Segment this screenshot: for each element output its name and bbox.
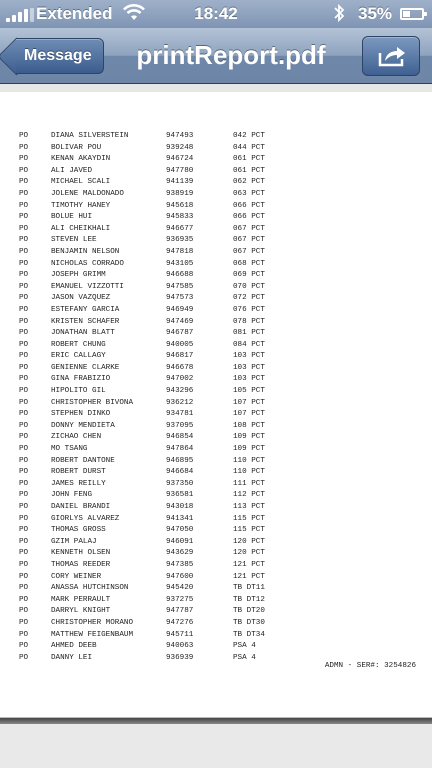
- status-bar: [0, 0, 432, 28]
- page-title: printReport.pdf: [136, 40, 326, 70]
- command-cell: 110 PCT: [233, 456, 265, 465]
- name-cell: NICHOLAS CORRADO: [51, 259, 124, 268]
- report-row: [0, 306, 432, 318]
- tax-number-cell: 937275: [166, 595, 194, 604]
- report-row: [0, 561, 432, 573]
- rank-cell: PO: [19, 433, 29, 442]
- rank-cell: PO: [19, 479, 29, 488]
- report-row: [0, 236, 432, 248]
- name-cell: CORY WEINER: [51, 572, 102, 581]
- name-cell: DARRYL KNIGHT: [51, 607, 111, 616]
- name-cell: ZICHAO CHEN: [51, 433, 102, 442]
- tax-number-cell: 938919: [166, 189, 194, 198]
- name-cell: ANASSA HUTCHINSON: [51, 584, 129, 593]
- rank-cell: PO: [19, 259, 29, 268]
- command-cell: 069 PCT: [233, 271, 265, 280]
- report-row: [0, 410, 432, 422]
- report-row: [0, 294, 432, 306]
- name-cell: KRISTEN SCHAFER: [51, 317, 120, 326]
- command-cell: 121 PCT: [233, 572, 265, 581]
- report-row: [0, 549, 432, 561]
- rank-cell: PO: [19, 410, 29, 419]
- name-cell: ALI JAVED: [51, 166, 93, 175]
- command-cell: 120 PCT: [233, 549, 265, 558]
- command-cell: 067 PCT: [233, 247, 265, 256]
- tax-number-cell: 936935: [166, 236, 194, 245]
- rank-cell: PO: [19, 398, 29, 407]
- command-cell: 067 PCT: [233, 224, 265, 233]
- name-cell: DANNY LEI: [51, 653, 93, 662]
- command-cell: 103 PCT: [233, 352, 265, 361]
- rank-cell: PO: [19, 537, 29, 546]
- rank-cell: PO: [19, 445, 29, 454]
- tax-number-cell: 946817: [166, 352, 194, 361]
- battery-icon: [400, 8, 424, 20]
- report-row: [0, 271, 432, 283]
- report-row: [0, 445, 432, 457]
- tax-number-cell: 947780: [166, 166, 194, 175]
- report-row: [0, 526, 432, 538]
- command-cell: 110 PCT: [233, 468, 265, 477]
- command-cell: TB DT34: [233, 630, 265, 639]
- name-cell: ROBERT DURST: [51, 468, 106, 477]
- name-cell: ROBERT DANTONE: [51, 456, 115, 465]
- tax-number-cell: 946949: [166, 305, 194, 314]
- name-cell: EMANUEL VIZZOTTI: [51, 282, 124, 291]
- navigation-bar: [0, 28, 432, 84]
- command-cell: 078 PCT: [233, 317, 265, 326]
- rank-cell: PO: [19, 143, 29, 152]
- command-cell: 103 PCT: [233, 375, 265, 384]
- tax-number-cell: 947276: [166, 618, 194, 627]
- report-row: [0, 515, 432, 527]
- rank-cell: PO: [19, 421, 29, 430]
- tax-number-cell: 946787: [166, 329, 194, 338]
- tax-number-cell: 940063: [166, 642, 194, 651]
- tax-number-cell: 947818: [166, 247, 194, 256]
- tax-number-cell: 934781: [166, 410, 194, 419]
- name-cell: ROBERT CHUNG: [51, 340, 106, 349]
- tax-number-cell: 945420: [166, 584, 194, 593]
- tax-number-cell: 945833: [166, 213, 194, 222]
- name-cell: GZIM PALAJ: [51, 537, 97, 546]
- command-cell: 111 PCT: [233, 479, 265, 488]
- rank-cell: PO: [19, 584, 29, 593]
- report-row: [0, 225, 432, 237]
- tax-number-cell: 946677: [166, 224, 194, 233]
- command-cell: 113 PCT: [233, 503, 265, 511]
- report-row: [0, 260, 432, 272]
- report-row: [0, 457, 432, 469]
- command-cell: 068 PCT: [233, 259, 265, 268]
- command-cell: TB DT11: [233, 584, 265, 593]
- command-cell: PSA 4: [233, 642, 256, 651]
- tax-number-cell: 937350: [166, 479, 194, 488]
- rank-cell: PO: [19, 282, 29, 291]
- report-row: [0, 422, 432, 434]
- command-cell: TB DT20: [233, 607, 265, 616]
- report-row: [0, 248, 432, 260]
- report-row: [0, 538, 432, 550]
- rank-cell: PO: [19, 213, 29, 222]
- command-cell: 121 PCT: [233, 560, 265, 569]
- report-row: [0, 375, 432, 387]
- rank-cell: PO: [19, 132, 29, 140]
- command-cell: 072 PCT: [233, 294, 265, 303]
- command-cell: 063 PCT: [233, 189, 265, 198]
- name-cell: THOMAS REEDER: [51, 560, 111, 569]
- battery-percent: 35%: [358, 4, 393, 23]
- report-row: [0, 619, 432, 631]
- clock: 18:42: [194, 4, 238, 23]
- command-cell: 061 PCT: [233, 155, 265, 164]
- tax-number-cell: 946854: [166, 433, 194, 442]
- back-button[interactable]: [16, 38, 104, 74]
- tax-number-cell: 936581: [166, 491, 194, 500]
- share-button[interactable]: [362, 36, 420, 76]
- command-cell: 084 PCT: [233, 340, 265, 349]
- tax-number-cell: 936939: [166, 653, 194, 662]
- report-row: [0, 341, 432, 353]
- tax-number-cell: 946678: [166, 363, 194, 372]
- report-row: [0, 503, 432, 515]
- name-cell: THOMAS GROSS: [51, 526, 106, 535]
- command-cell: 115 PCT: [233, 526, 265, 535]
- name-cell: ESTEFANY GARCIA: [51, 305, 120, 314]
- command-cell: 112 PCT: [233, 491, 265, 500]
- rank-cell: PO: [19, 166, 29, 175]
- rank-cell: PO: [19, 468, 29, 477]
- command-cell: 103 PCT: [233, 363, 265, 372]
- report-row: [0, 468, 432, 480]
- report-row: [0, 433, 432, 445]
- command-cell: 061 PCT: [233, 166, 265, 175]
- battery-level-fill: [403, 11, 410, 17]
- report-row: [0, 144, 432, 156]
- tax-number-cell: 943018: [166, 503, 194, 511]
- report-row: [0, 178, 432, 190]
- tax-number-cell: 937095: [166, 421, 194, 430]
- report-row: [0, 155, 432, 167]
- tax-number-cell: 939248: [166, 143, 194, 152]
- rank-cell: PO: [19, 271, 29, 280]
- rank-cell: PO: [19, 572, 29, 581]
- share-icon: [377, 44, 407, 68]
- rank-cell: PO: [19, 178, 29, 187]
- name-cell: MATTHEW FEIGENBAUM: [51, 630, 134, 639]
- rank-cell: PO: [19, 224, 29, 233]
- rank-cell: PO: [19, 456, 29, 465]
- name-cell: KENNETH OLSEN: [51, 549, 111, 558]
- name-cell: DANIEL BRANDI: [51, 503, 111, 511]
- report-row: [0, 190, 432, 202]
- pdf-page[interactable]: [0, 92, 432, 718]
- command-cell: 066 PCT: [233, 201, 265, 210]
- command-cell: 076 PCT: [233, 305, 265, 314]
- report-row: [0, 132, 432, 144]
- name-cell: MARK PERRAULT: [51, 595, 111, 604]
- name-cell: TIMOTHY HANEY: [51, 201, 111, 210]
- rank-cell: PO: [19, 618, 29, 627]
- command-cell: 067 PCT: [233, 236, 265, 245]
- tax-number-cell: 947585: [166, 282, 194, 291]
- command-cell: 120 PCT: [233, 537, 265, 546]
- name-cell: JASON VAZQUEZ: [51, 294, 111, 303]
- rank-cell: PO: [19, 201, 29, 210]
- command-cell: 070 PCT: [233, 282, 265, 291]
- command-cell: 044 PCT: [233, 143, 265, 152]
- name-cell: JOLENE MALDONADO: [51, 189, 124, 198]
- name-cell: MO TSANG: [51, 445, 88, 454]
- tax-number-cell: 945618: [166, 201, 194, 210]
- name-cell: GINA FRABIZIO: [51, 375, 111, 384]
- tax-number-cell: 947002: [166, 375, 194, 384]
- name-cell: GIORLYS ALVAREZ: [51, 514, 120, 523]
- name-cell: AHMED DEEB: [51, 642, 97, 651]
- name-cell: HIPOLITO GIL: [51, 387, 106, 396]
- report-row: [0, 167, 432, 179]
- name-cell: JONATHAN BLATT: [51, 329, 115, 338]
- rank-cell: PO: [19, 607, 29, 616]
- tax-number-cell: 947493: [166, 132, 194, 140]
- name-cell: ERIC CALLAGY: [51, 352, 106, 361]
- rank-cell: PO: [19, 503, 29, 511]
- tax-number-cell: 943105: [166, 259, 194, 268]
- report-row: [0, 387, 432, 399]
- tax-number-cell: 943296: [166, 387, 194, 396]
- name-cell: KENAN AKAYDIN: [51, 155, 111, 164]
- name-cell: GENIENNE CLARKE: [51, 363, 120, 372]
- report-row: [0, 584, 432, 596]
- command-cell: 109 PCT: [233, 445, 265, 454]
- rank-cell: PO: [19, 491, 29, 500]
- viewer-background: [0, 724, 432, 768]
- rank-cell: PO: [19, 375, 29, 384]
- report-row: [0, 631, 432, 643]
- tax-number-cell: 947600: [166, 572, 194, 581]
- report-row: [0, 399, 432, 411]
- command-cell: 108 PCT: [233, 421, 265, 430]
- rank-cell: PO: [19, 595, 29, 604]
- name-cell: CHRISTOPHER BIVONA: [51, 398, 134, 407]
- rank-cell: PO: [19, 363, 29, 372]
- tax-number-cell: 947469: [166, 317, 194, 326]
- tax-number-cell: 947385: [166, 560, 194, 569]
- tax-number-cell: 941341: [166, 514, 194, 523]
- command-cell: 042 PCT: [233, 132, 265, 140]
- rank-cell: PO: [19, 294, 29, 303]
- command-cell: 109 PCT: [233, 433, 265, 442]
- tax-number-cell: 947787: [166, 607, 194, 616]
- report-row: [0, 642, 432, 654]
- command-cell: TB DT12: [233, 595, 265, 604]
- command-cell: 107 PCT: [233, 398, 265, 407]
- report-row: [0, 607, 432, 619]
- rank-cell: PO: [19, 236, 29, 245]
- rank-cell: PO: [19, 155, 29, 164]
- rank-cell: PO: [19, 560, 29, 569]
- rank-cell: PO: [19, 247, 29, 256]
- command-cell: PSA 4: [233, 653, 256, 662]
- rank-cell: PO: [19, 526, 29, 535]
- tax-number-cell: 946684: [166, 468, 194, 477]
- report-row: [0, 318, 432, 330]
- tax-number-cell: 946091: [166, 537, 194, 546]
- tax-number-cell: 946688: [166, 271, 194, 280]
- report-row: [0, 364, 432, 376]
- rank-cell: PO: [19, 630, 29, 639]
- name-cell: JAMES REILLY: [51, 479, 106, 488]
- rank-cell: PO: [19, 317, 29, 326]
- name-cell: JOSEPH GRIMM: [51, 271, 106, 280]
- report-row: [0, 329, 432, 341]
- command-cell: 115 PCT: [233, 514, 265, 523]
- tax-number-cell: 936212: [166, 398, 194, 407]
- report-list: [0, 132, 432, 665]
- tax-number-cell: 945711: [166, 630, 194, 639]
- tax-number-cell: 940005: [166, 340, 194, 349]
- report-row: [0, 573, 432, 585]
- rank-cell: PO: [19, 642, 29, 651]
- tax-number-cell: 947573: [166, 294, 194, 303]
- carrier-name: Extended: [36, 4, 113, 23]
- rank-cell: PO: [19, 305, 29, 314]
- rank-cell: PO: [19, 329, 29, 338]
- name-cell: BENJAMIN NELSON: [51, 247, 120, 256]
- name-cell: BOLIVAR POU: [51, 143, 102, 152]
- name-cell: BOLUE HUI: [51, 213, 93, 222]
- command-cell: 062 PCT: [233, 178, 265, 187]
- name-cell: DONNY MENDIETA: [51, 421, 115, 430]
- tax-number-cell: 946895: [166, 456, 194, 465]
- tax-number-cell: 946724: [166, 155, 194, 164]
- rank-cell: PO: [19, 189, 29, 198]
- rank-cell: PO: [19, 340, 29, 349]
- name-cell: ALI CHEIKHALI: [51, 224, 111, 233]
- rank-cell: PO: [19, 514, 29, 523]
- name-cell: MICHAEL SCALI: [51, 178, 111, 187]
- rank-cell: PO: [19, 387, 29, 396]
- report-row: [0, 596, 432, 608]
- command-cell: 081 PCT: [233, 329, 265, 338]
- name-cell: DIANA SILVERSTEIN: [51, 132, 129, 140]
- report-row: [0, 352, 432, 364]
- rank-cell: PO: [19, 352, 29, 361]
- report-row: [0, 202, 432, 214]
- bluetooth-icon: [333, 3, 345, 23]
- back-button-label: Message: [24, 47, 92, 64]
- report-row: [0, 283, 432, 295]
- name-cell: STEVEN LEE: [51, 236, 97, 245]
- command-cell: TB DT30: [233, 618, 265, 627]
- serial-footer: ADMN - SER#: 3254826: [324, 662, 416, 670]
- tax-number-cell: 947864: [166, 445, 194, 454]
- command-cell: 066 PCT: [233, 213, 265, 222]
- name-cell: CHRISTOPHER MORANO: [51, 618, 134, 627]
- report-row: [0, 491, 432, 503]
- rank-cell: PO: [19, 549, 29, 558]
- tax-number-cell: 941139: [166, 178, 194, 187]
- rank-cell: PO: [19, 653, 29, 662]
- report-row: [0, 480, 432, 492]
- tax-number-cell: 943629: [166, 549, 194, 558]
- command-cell: 107 PCT: [233, 410, 265, 419]
- name-cell: JOHN FENG: [51, 491, 93, 500]
- name-cell: STEPHEN DINKO: [51, 410, 111, 419]
- command-cell: 105 PCT: [233, 387, 265, 396]
- tax-number-cell: 947050: [166, 526, 194, 535]
- report-row: [0, 213, 432, 225]
